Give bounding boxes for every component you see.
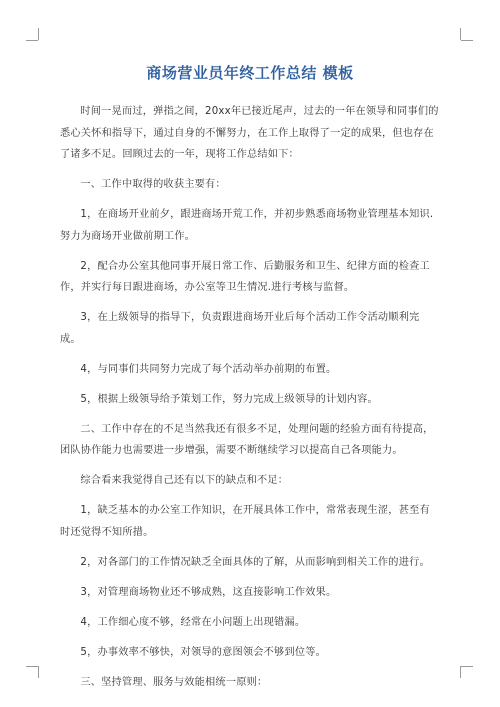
paragraph-item: 3，在上级领导的指导下，负责跟进商场开业后每个活动工作令活动顺利完成。 — [60, 312, 420, 345]
paragraph-item: 4，工作细心度不够，经常在小问题上出现错漏。 — [80, 616, 306, 628]
paragraph-item: 2，配合办公室其他同事开展日常工作、后勤服务和卫生、纪律方面的检查工作，并实行每日跟进商场，办公室等卫生情况.进行考核与监督。 — [60, 260, 430, 293]
paragraph-item: 4，与同事们共同努力完成了每个活动举办前期的布置。 — [80, 363, 337, 375]
paragraph-item: 2，对各部门的工作情况缺乏全面具体的了解，从而影响到相关工作的进行。 — [80, 556, 430, 568]
paragraph-intro: 时间一晃而过，弹指之间，20xx年已接近尾声，过去的一年在领导和同事们的悉心关怀和指导下，通过自身的不懈努力，在工作上取得了一定的成果，但也存在了诸多不足。回顾过去的一年，现将工作总结如下： — [60, 106, 439, 160]
paragraph-summary: 综合看来我觉得自己还有以下的缺点和不足： — [80, 475, 289, 486]
paragraph-item: 1，缺乏基本的办公室工作知识，在开展具体工作中，常常表现生涩，甚至有时还觉得不知所措。 — [60, 505, 430, 538]
section-heading-principles: 三、坚持管理、服务与效能相统一原则： — [80, 676, 268, 688]
section-heading-shortcomings: 二、工作中存在的不足当然我还有很多不足，处理问题的经验方面有待提高，团队协作能力也需要进一步增强，需要不断继续学习以提高自己各项能力。 — [60, 423, 434, 456]
paragraph-item: 3，对管理商场物业还不够成熟，这直接影响工作效果。 — [80, 586, 337, 598]
document-body — [60, 101, 440, 702]
section-heading-achievements: 一、工作中取得的收获主要有： — [80, 179, 226, 190]
paragraph-item: 5，办事效率不够快，对领导的意图领会不够到位等。 — [80, 646, 326, 658]
paragraph-item: 1，在商场开业前夕，跟进商场开荒工作，并初步熟悉商场物业管理基本知识.努力为商场开业做前期工作。 — [60, 209, 434, 242]
document-title: 商场营业员年终工作总结 模板 — [146, 64, 354, 82]
paragraph-item: 5，根据上级领导给予策划工作，努力完成上级领导的计划内容。 — [80, 393, 378, 405]
